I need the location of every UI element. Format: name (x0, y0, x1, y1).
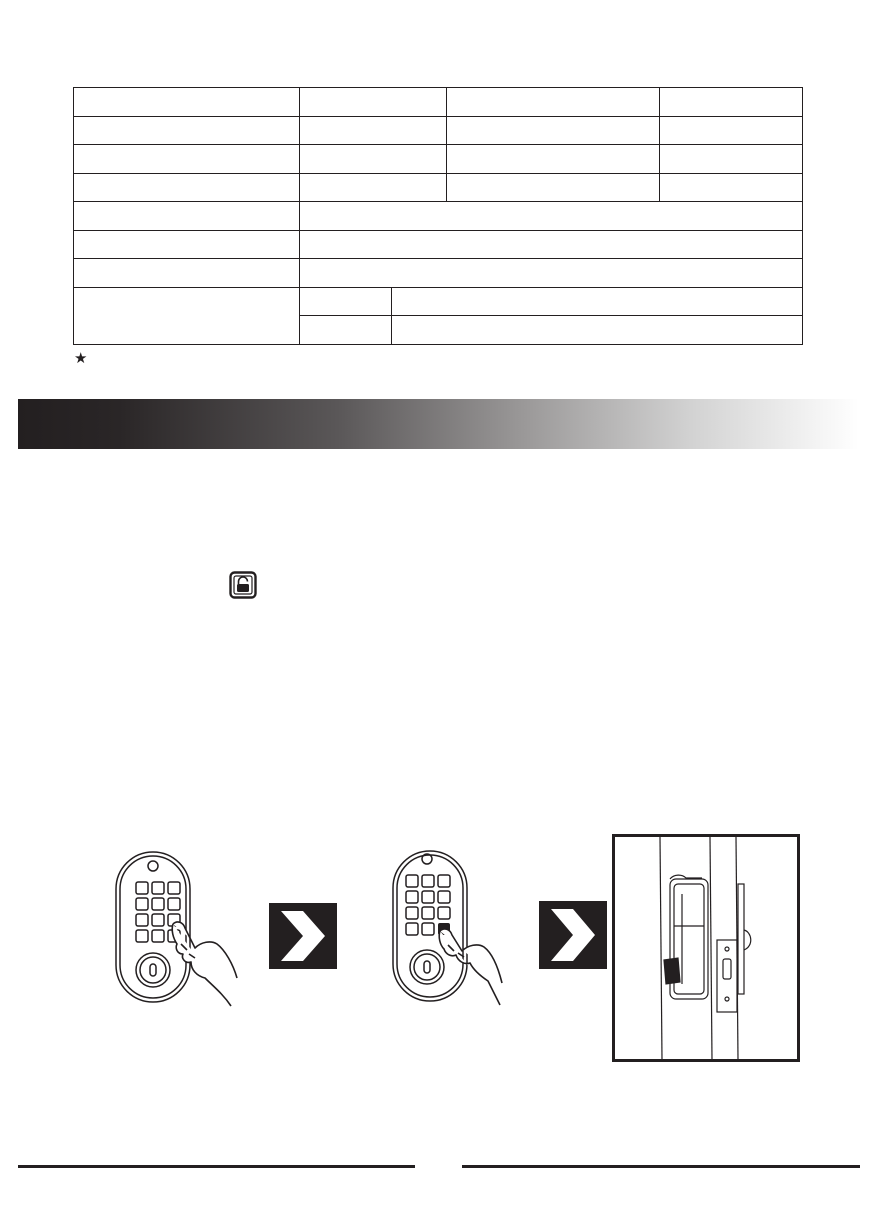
table-cell (660, 88, 803, 117)
unlock-button-icon (229, 571, 257, 599)
keypad-lock-illustration (105, 846, 245, 1011)
table-cell (74, 259, 300, 288)
table-cell (447, 116, 660, 145)
table-cell (74, 202, 300, 231)
table-cell (74, 287, 300, 344)
table-cell (447, 145, 660, 174)
table-row (74, 202, 803, 231)
table-row (74, 259, 803, 288)
spec-table (73, 87, 803, 345)
table-cell (74, 173, 300, 202)
table-cell (660, 116, 803, 145)
table-cell (300, 316, 392, 345)
table-cell (392, 316, 803, 345)
table-cell (74, 145, 300, 174)
door-lock-side-view-illustration (612, 834, 800, 1062)
table-cell (447, 88, 660, 117)
chevron-right-icon (539, 901, 607, 969)
table-row (74, 287, 803, 316)
table-cell (300, 287, 392, 316)
table-cell (300, 173, 447, 202)
table-cell (74, 88, 300, 117)
keypad-lock-illustration (382, 845, 522, 1010)
chevron-right-icon (269, 903, 337, 969)
table-cell (447, 173, 660, 202)
table-cell (300, 116, 447, 145)
table-cell (300, 202, 803, 231)
table-cell (392, 287, 803, 316)
table-cell (74, 230, 300, 259)
table-cell (300, 88, 447, 117)
table-row (74, 88, 803, 117)
star-icon: ★ (74, 350, 88, 367)
table-cell (300, 259, 803, 288)
table-cell (660, 145, 803, 174)
table-cell (660, 173, 803, 202)
table-row (74, 145, 803, 174)
footer-rule-right (462, 1165, 860, 1168)
table-cell (300, 145, 447, 174)
table-row (74, 116, 803, 145)
table-cell (74, 116, 300, 145)
table-row (74, 173, 803, 202)
section-banner (18, 399, 859, 449)
footer-rule-left (18, 1165, 415, 1168)
table-cell (300, 230, 803, 259)
table-row (74, 230, 803, 259)
